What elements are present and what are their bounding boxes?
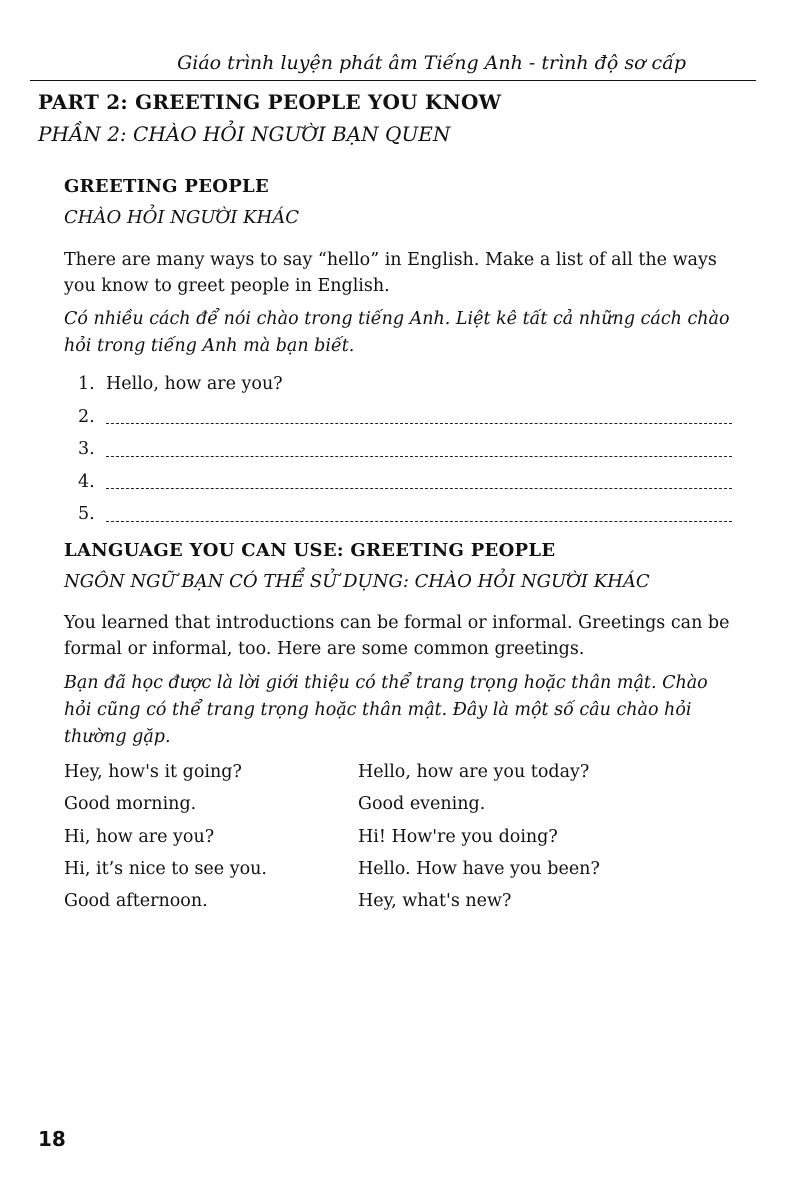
- greeting-item: Hi! How're you doing?: [358, 826, 558, 847]
- section-subtitle-language: NGÔN NGỮ BẠN CÓ THỂ SỬ DỤNG: CHÀO HỎI NGƯỜI KHÁC: [64, 571, 650, 592]
- greeting-item: Good evening.: [358, 794, 486, 815]
- instruction-vietnamese: Có nhiều cách để nói chào trong tiếng Anh. Liệt kê tất cả những cách chào hỏi trong tiếng Anh mà bạn biết.: [64, 309, 730, 356]
- greeting-list: [78, 368, 738, 531]
- section-subtitle-greeting: CHÀO HỎI NGƯỜI KHÁC: [64, 207, 300, 228]
- list-item: [78, 466, 738, 499]
- list-number: 2.: [78, 406, 95, 427]
- list-item: [78, 401, 738, 434]
- list-number: 5.: [78, 504, 95, 525]
- list-answer: Hello, how are you?: [106, 374, 283, 395]
- answer-blank-line[interactable]: [106, 409, 732, 424]
- greeting-item: Hi, how are you?: [64, 826, 215, 847]
- greeting-item: Hello, how are you today?: [358, 762, 590, 782]
- list-item: [78, 498, 738, 531]
- intro-vietnamese: Bạn đã học được là lời giới thiệu có thể trang trọng hoặc thân mật. Chào hỏi cũng có thể trang trọng hoặc thân mật. Đây là một số câu chào hỏi thường gặp.: [64, 673, 708, 747]
- part-subtitle: PHẦN 2: CHÀO HỎI NGƯỜI BẠN QUEN: [38, 122, 451, 146]
- list-item: [78, 433, 738, 466]
- greeting-item: Hey, how's it going?: [64, 762, 242, 782]
- list-number: 3.: [78, 439, 95, 460]
- header-rule: [30, 80, 756, 81]
- answer-blank-line[interactable]: [106, 442, 732, 457]
- intro-english: You learned that introductions can be formal or informal. Greetings can be formal or informal, too. Here are some common greetings.: [64, 613, 730, 659]
- section-title-language: LANGUAGE YOU CAN USE: GREETING PEOPLE: [64, 540, 556, 561]
- answer-blank-line[interactable]: [106, 507, 732, 522]
- list-number: 4.: [78, 471, 95, 492]
- answer-blank-line[interactable]: [106, 474, 732, 489]
- greetings-right-column: [358, 756, 600, 917]
- greeting-item: Hi, it’s nice to see you.: [64, 858, 267, 879]
- part-title: PART 2: GREETING PEOPLE YOU KNOW: [38, 90, 502, 114]
- list-number: 1.: [78, 374, 95, 395]
- section-title-greeting: GREETING PEOPLE: [64, 176, 270, 197]
- greeting-item: Good morning.: [64, 794, 197, 815]
- greeting-item: Hello. How have you been?: [358, 858, 600, 879]
- list-item: [78, 368, 738, 401]
- greetings-left-column: [64, 756, 267, 917]
- greeting-item: Good afternoon.: [64, 891, 208, 912]
- instruction-english: There are many ways to say “hello” in English. Make a list of all the ways you know to greet people in English.: [64, 250, 717, 296]
- greeting-item: Hey, what's new?: [358, 891, 512, 912]
- running-header: Giáo trình luyện phát âm Tiếng Anh - trình độ sơ cấp: [177, 52, 686, 74]
- page-number: 18: [38, 1127, 66, 1151]
